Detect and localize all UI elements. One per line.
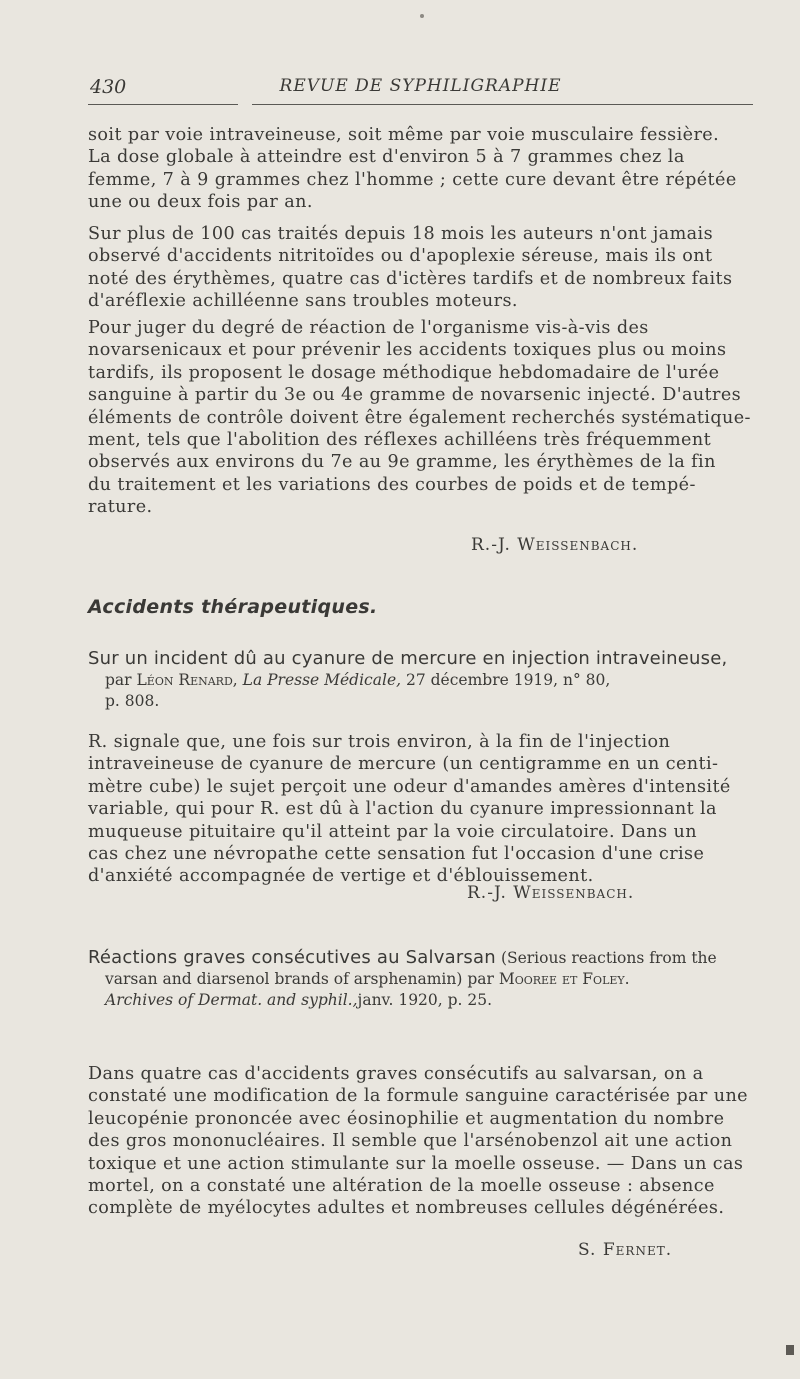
article3-ref-authors: Mooree et Foley.: [498, 970, 630, 988]
article1-paragraph-2: Sur plus de 100 cas traités depuis 18 mois les auteurs n'ont jamais observé d'accidents nitritoïdes ou d'apoplexie séreuse, mais ils ont noté des érythèmes, quatre cas d'ictères tardifs et de nombreux faits d'aréflexie achilléenne sans troubles moteurs.: [88, 224, 733, 312]
print-speck: [420, 14, 424, 18]
article2-heading: Sur un incident dû au cyanure de mercure en injection intraveineuse,: [88, 648, 728, 669]
ref-author: Léon Renard,: [136, 671, 238, 689]
running-title: REVUE DE SYPHILIGRAPHIE: [279, 76, 562, 96]
article1-paragraph-3: Pour juger du degré de réaction de l'organisme vis-à-vis des novarsenicaux et pour prévenir les accidents toxiques plus ou moins tardifs, ils proposent le dosage méthodique hebdomadaire de l'urée sanguine à partir du 3e ou 4e gramme de novarsenic injecté. D'autres éléments de contrôle doivent être également recherchés systématique- ment, tels que l'abolition des réflexes achilléens très fréquemment observés aux environs du 7e au 9e gramme, les érythèmes de la fin du traitement et les variations des courbes de poids et de tempé- rature.: [88, 318, 751, 518]
article2-body: R. signale que, une fois sur trois environ, à la fin de l'injection intraveineuse de cyanure de mercure (un centigramme en un centi- mètre cube) le sujet perçoit une odeur d'amandes amères d'intensité variable, qui pour R. est dû à l'action du cyanure impressionnant la muqueuse pituitaire qu'il atteint par la voie circulatoire. Dans un cas chez une névropathe cette sensation fut l'occasion d'une crise d'anxiété accompagnée de vertige et d'éblouissement.: [88, 732, 731, 887]
article3-ref-line2: varsan and diarsenol brands of arsphenamin) par: [105, 970, 494, 988]
article3-ref-line1: (Serious reactions from the: [500, 949, 717, 967]
page-number: 430: [90, 76, 127, 98]
article3-ref-date: janv. 1920, p. 25.: [357, 991, 493, 1009]
page-edge-mark: [786, 1345, 794, 1355]
article3-citation: [88, 947, 758, 1011]
article2-citation: [88, 648, 758, 712]
article3-ref-journal: Archives of Dermat. and syphil.,: [105, 991, 358, 1009]
article1-signature: R.-J. Weissenbach.: [471, 535, 639, 555]
ref-date: 27 décembre 1919, n° 80, p. 808.: [105, 671, 611, 710]
article3-signature: S. Fernet.: [578, 1240, 673, 1260]
running-header: [88, 74, 753, 104]
article3-body: Dans quatre cas d'accidents graves consécutifs au salvarsan, on a constaté une modification de la formule sanguine caractérisée par une leucopénie prononcée avec éosinophilie et augmentation du nombre des gros mononucléaires. Il semble que l'arsénobenzol ait une action toxique et une action stimulante sur la moelle osseuse. — Dans un cas mortel, on a constaté une altération de la moelle osseuse : absence complète de myélocytes adultes et nombreuses cellules dégénérées.: [88, 1064, 748, 1219]
article2-reference: [88, 670, 758, 712]
article3-heading: Réactions graves consécutives au Salvarsan: [88, 947, 496, 968]
section-title: Accidents thérapeutiques.: [88, 596, 378, 618]
header-rule-left: [88, 104, 238, 105]
ref-par: par: [105, 671, 132, 689]
article1-paragraph-1: soit par voie intraveineuse, soit même par voie musculaire fessière. La dose globale à atteindre est d'environ 5 à 7 grammes chez la femme, 7 à 9 grammes chez l'homme ; cette cure devant être répétée une ou deux fois par an.: [88, 125, 737, 213]
ref-journal: La Presse Médicale,: [242, 671, 402, 689]
header-rule-right: [252, 104, 753, 105]
article2-signature: R.-J. Weissenbach.: [467, 883, 635, 903]
